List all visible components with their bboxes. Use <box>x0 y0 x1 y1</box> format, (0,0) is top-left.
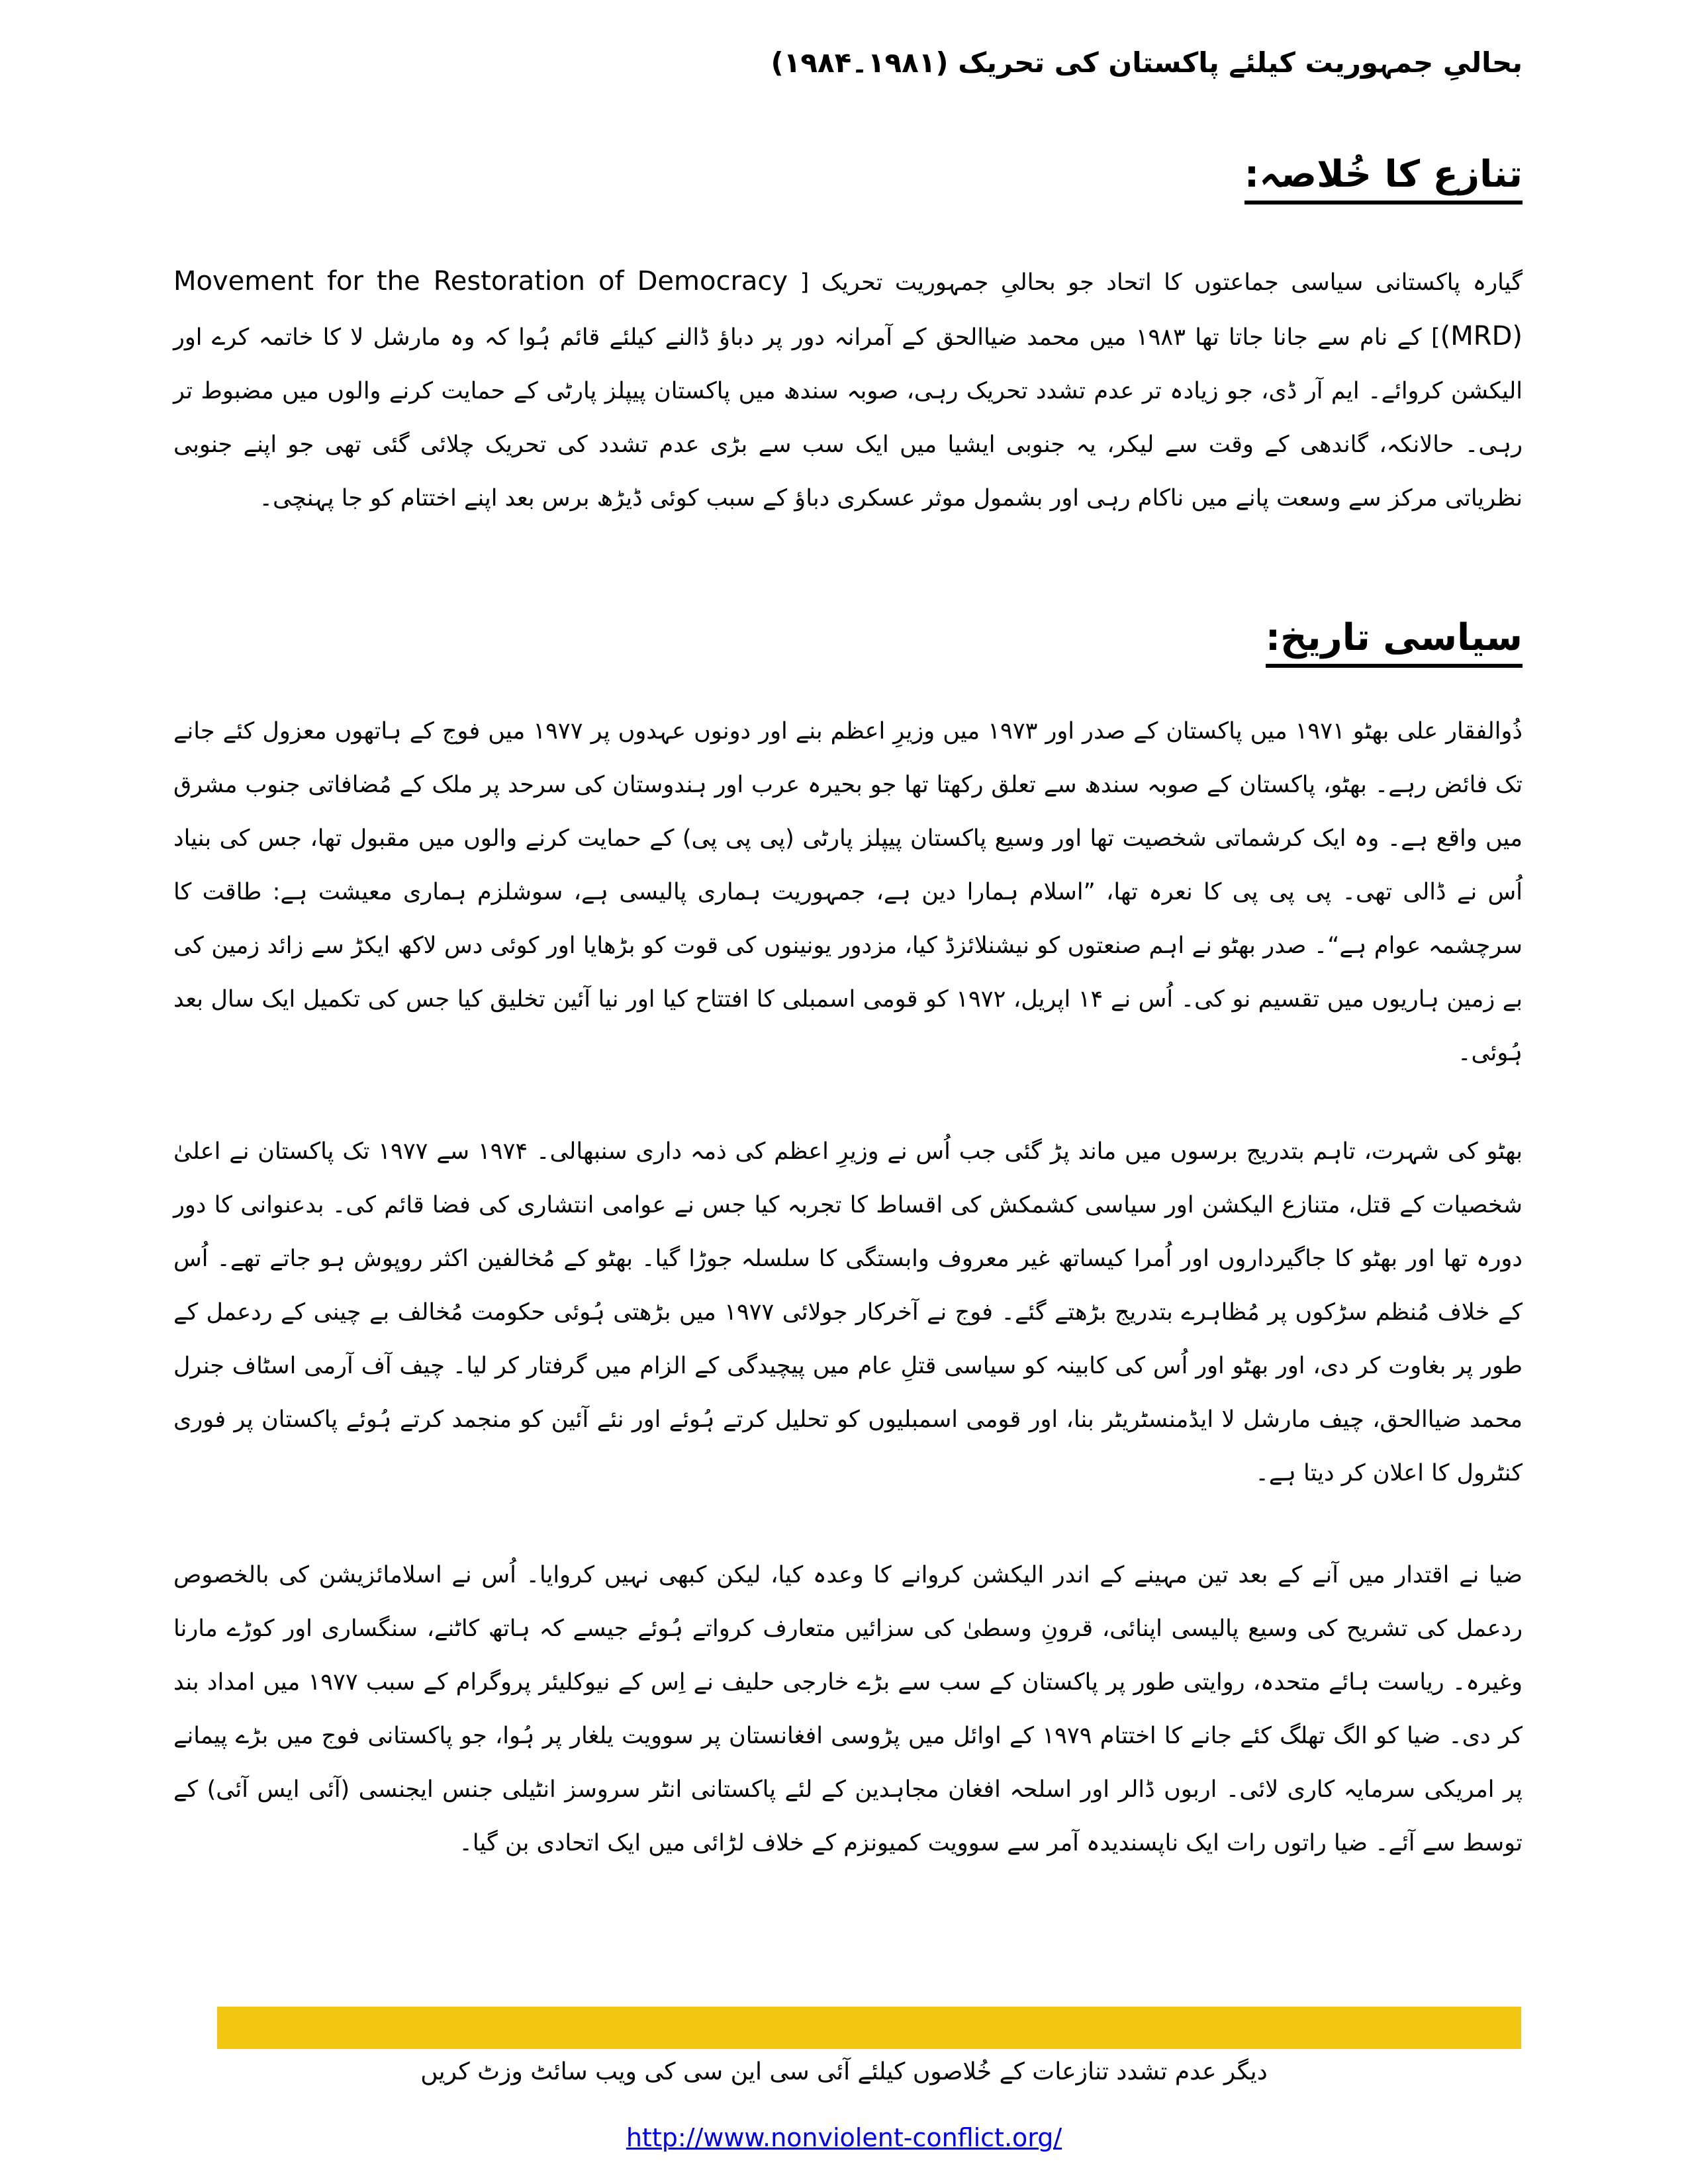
political-history-heading: سیاسی تاریخ: <box>1266 615 1523 668</box>
history-paragraph-1: ذُوالفقار علی بھٹو ۱۹۷۱ میں پاکستان کے صدر اور ۱۹۷۳ میں وزیرِ اعظم بنے اور دونوں عہدوں پر ۱۹۷۷ میں فوج کے ہاتھوں معزول کئے جانے تک فائض رہے۔ بھٹو، پاکستان کے صوبہ سندھ سے تعلق رکھتا تھا جو بحیرہ عرب اور ہندوستان کی سرحد پر ملک کے مُضافاتی جنوب مشرق میں واقع ہے۔ وہ ایک کرشماتی شخصیت تھا اور وسیع پاکستان پیپلز پارٹی (پی پی پی) کے حمایت کرنے والوں میں مقبول تھا، جس کی بنیاد اُس نے ڈالی تھی۔ پی پی پی کا نعرہ تھا، ”اسلام ہمارا دین ہے، جمہوریت ہماری پالیسی ہے، سوشلزم ہماری معیشت ہے: طاقت کا سرچشمہ عوام ہے“۔ صدر بھٹو نے اہم صنعتوں کو نیشنلائزڈ کیا، مزدور یونینوں کی قوت کو بڑھایا اور کوئی دس لاکھ ایکڑ سے زائد زمین کی بے زمین ہاریوں میں تقسیم نو کی۔ اُس نے ۱۴ اپریل، ۱۹۷۲ کو قومی اسمبلی کا افتتاح کیا اور نیا آئین تخلیق کیا جس کی تکمیل ایک سال بعد ہُوئی۔ <box>173 718 1523 1066</box>
summary-text-intro: گیارہ پاکستانی سیاسی جماعتوں کا اتحاد جو بحالیِ جمہوریت تحریک [ <box>800 269 1523 296</box>
english-abbreviation: (MRD) <box>1440 321 1523 351</box>
conflict-summary-paragraph <box>173 255 1523 525</box>
english-movement-name: Movement for the Restoration of Democracy <box>173 266 788 296</box>
footer-yellow-bar <box>217 2007 1521 2049</box>
conflict-summary-heading: تنازع کا خُلاصہ: <box>1244 152 1523 205</box>
summary-text-body: ] کے نام سے جانا جاتا تھا ۱۹۸۳ میں محمد ضیاالحق کے آمرانہ دور پر دباؤ ڈالنے کیلئے قائم ہُوا کہ وہ مارشل لا کا خاتمہ کرے اور الیکشن کروائے۔ ایم آر ڈی، جو زیادہ تر عدم تشدد تحریک رہی، صوبہ سندھ میں پاکستان پیپلز پارٹی کے حمایت کرنے والوں میں مضبوط تر رہی۔ حالانکہ، گاندھی کے وقت سے لیکر، یہ جنوبی ایشیا میں ایک سب سے بڑی عدم تشدد کی تحریک چلائی گئی تھی جو اپنے جنوبی نظریاتی مرکز سے وسعت پانے میں ناکام رہی اور بشمول موثر عسکری دباؤ کے سبب کوئی ڈیڑھ برس بعد اپنے اختتام کو جا پہنچی۔ <box>173 324 1523 512</box>
history-paragraph-3: ضیا نے اقتدار میں آنے کے بعد تین مہینے کے اندر الیکشن کروانے کا وعدہ کیا، لیکن کبھی نہیں کروایا۔ اُس نے اسلامائزیشن کی بالخصوص ردعمل کی تشریح کی وسیع پالیسی اپنائی، قرونِ وسطیٰ کی سزائیں متعارف کرواتے ہُوئے جیسے کہ ہاتھ کاٹنے، سنگساری اور کوڑے مارنا وغیرہ۔ ریاست ہائے متحدہ، روایتی طور پر پاکستان کے سب سے بڑے خارجی حلیف نے اِس کے نیوکلیئر پروگرام کے سبب ۱۹۷۷ میں امداد بند کر دی۔ ضیا کو الگ تھلگ کئے جانے کا اختتام ۱۹۷۹ کے اوائل میں پڑوسی افغانستان پر سوویت یلغار پر ہُوا، جو پاکستانی فوج میں بڑے پیمانے پر امریکی سرمایہ کاری لائی۔ اربوں ڈالر اور اسلحہ افغان مجاہدین کے لئے پاکستانی انٹر سروسز انٹیلی جنس ایجنسی (آئی ایس آئی) کے توسط سے آئے۔ ضیا راتوں رات ایک ناپسندیدہ آمر سے سوویت کمیونزم کے خلاف لڑائی میں ایک اتحادی بن گیا۔ <box>173 1562 1523 1856</box>
website-link[interactable]: http://www.nonviolent-conflict.org/ <box>626 2123 1062 2152</box>
history-paragraph-2: بھٹو کی شہرت، تاہم بتدریج برسوں میں ماند پڑ گئی جب اُس نے وزیرِ اعظم کی ذمہ داری سنبھالی۔ ۱۹۷۴ سے ۱۹۷۷ تک پاکستان نے اعلیٰ شخصیات کے قتل، متنازع الیکشن اور سیاسی کشمکش کی اقساط کا تجربہ کیا جس نے عوامی انتشاری کی فضا قائم کی۔ بدعنوانی کا دور دورہ تھا اور بھٹو کا جاگیرداروں اور اُمرا کیساتھ غیر معروف وابستگی کا سلسلہ جوڑا گیا۔ بھٹو کے مُخالفین اکثر روپوش ہو جاتے تھے۔ اُس کے خلاف مُنظم سڑکوں پر مُظاہرے بتدریج بڑھتے گئے۔ فوج نے آخرکار جولائی ۱۹۷۷ میں بڑھتی ہُوئی حکومت مُخالف بے چینی کے ردعمل کے طور پر بغاوت کر دی، اور بھٹو اور اُس کی کابینہ کو سیاسی قتلِ عام میں پیچیدگی کے الزام میں گرفتار کر لیا۔ چیف آف آرمی اسٹاف جنرل محمد ضیاالحق، چیف مارشل لا ایڈمنسٹریٹر بنا، اور قومی اسمبلیوں کو تحلیل کرتے ہُوئے اور نئے آئین کو منجمد کرتے ہُوئے پاکستان پر فوری کنٹرول کا اعلان کر دیتا ہے۔ <box>173 1138 1523 1486</box>
page-header-title: بحالیِ جمہوریت کیلئے پاکستان کی تحریک (۱۹۸۱۔۱۹۸۴) <box>771 46 1523 79</box>
footer-link-container <box>0 2123 1688 2152</box>
footer-visit-text: دیگر عدم تشدد تنازعات کے خُلاصوں کیلئے آئی سی این سی کی ویب سائٹ وزٹ کریں <box>420 2058 1268 2085</box>
